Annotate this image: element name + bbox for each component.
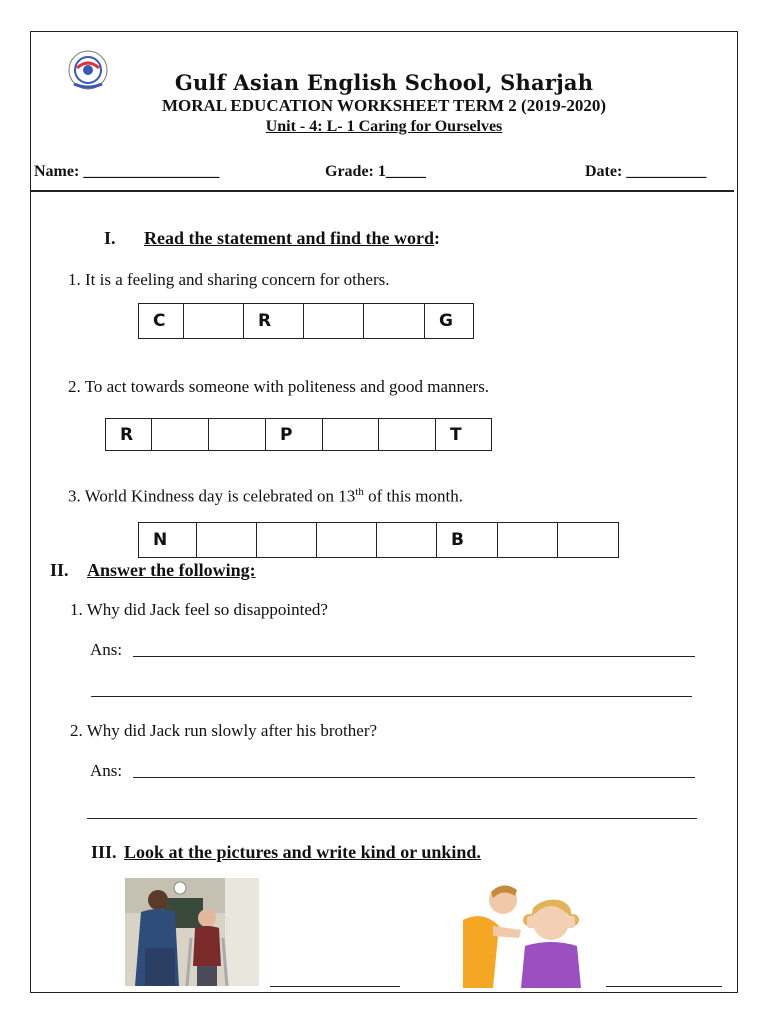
letter-box[interactable] (377, 523, 437, 557)
letter-box[interactable]: R (106, 419, 152, 450)
word-boxes-3 (138, 522, 619, 558)
letter-box[interactable]: N (139, 523, 197, 557)
answer-line[interactable] (270, 986, 400, 987)
section1-heading-colon: : (434, 228, 440, 248)
answer-line[interactable] (87, 818, 697, 819)
section2-numeral: II. (50, 560, 69, 580)
grade-field[interactable]: Grade: 1_____ (325, 163, 426, 180)
word-boxes-2 (105, 418, 492, 451)
letter-box[interactable] (304, 304, 364, 338)
date-field[interactable]: Date: __________ (585, 163, 707, 180)
letter-box[interactable] (184, 304, 244, 338)
letter-box[interactable] (152, 419, 209, 450)
section3-heading-text: Look at the pictures and write kind or unkind. (124, 842, 481, 862)
picture-shouting (463, 880, 591, 988)
letter-box[interactable] (197, 523, 257, 557)
letter-box[interactable]: T (436, 419, 492, 450)
picture-helping-friend (125, 878, 259, 986)
section2-heading-text: Answer the following: (87, 560, 256, 580)
question-1: 1. It is a feeling and sharing concern for others. (68, 270, 390, 289)
letter-box[interactable]: R (244, 304, 304, 338)
letter-box[interactable]: C (139, 304, 184, 338)
answer-line[interactable] (133, 656, 695, 657)
letter-box[interactable]: G (425, 304, 474, 338)
answer-label-1: Ans: (90, 640, 123, 659)
section1-heading-text: Read the statement and find the word (144, 228, 434, 248)
letter-box[interactable] (558, 523, 619, 557)
question-3-text: 3. World Kindness day is celebrated on 13 (68, 486, 356, 506)
name-field[interactable]: Name: _________________ (34, 163, 220, 180)
question-2: 2. To act towards someone with politeness and good manners. (68, 377, 490, 396)
letter-box[interactable] (379, 419, 436, 450)
school-name: Gulf Asian English School, Sharjah (174, 70, 594, 95)
section3-numeral: III. (91, 842, 117, 862)
question-4: 1. Why did Jack feel so disappointed? (70, 600, 328, 619)
answer-label-2: Ans: (90, 761, 123, 780)
letter-box[interactable] (323, 419, 379, 450)
section2-heading (87, 560, 256, 581)
letter-box[interactable] (498, 523, 558, 557)
letter-box[interactable]: P (266, 419, 323, 450)
header-divider (30, 190, 734, 192)
letter-box[interactable] (364, 304, 425, 338)
question-3-tail: of this month. (363, 486, 463, 506)
answer-line[interactable] (133, 777, 695, 778)
word-boxes-1 (138, 303, 474, 339)
question-3 (68, 486, 463, 507)
letter-box[interactable]: B (437, 523, 498, 557)
letter-box[interactable] (209, 419, 266, 450)
question-3-sup: th (355, 486, 364, 498)
section1-numeral: I. (104, 228, 116, 248)
section1-heading (144, 228, 440, 249)
question-5: 2. Why did Jack run slowly after his brother? (70, 721, 378, 740)
letter-box[interactable] (317, 523, 377, 557)
section3-heading (124, 842, 481, 863)
unit-title-text: Unit - 4: L- 1 Caring for Ourselves (265, 118, 503, 135)
answer-line[interactable] (91, 696, 692, 697)
letter-box[interactable] (257, 523, 317, 557)
answer-line[interactable] (606, 986, 722, 987)
worksheet-title: MORAL EDUCATION WORKSHEET TERM 2 (2019-2020) (161, 96, 607, 115)
unit-title (0, 118, 768, 136)
